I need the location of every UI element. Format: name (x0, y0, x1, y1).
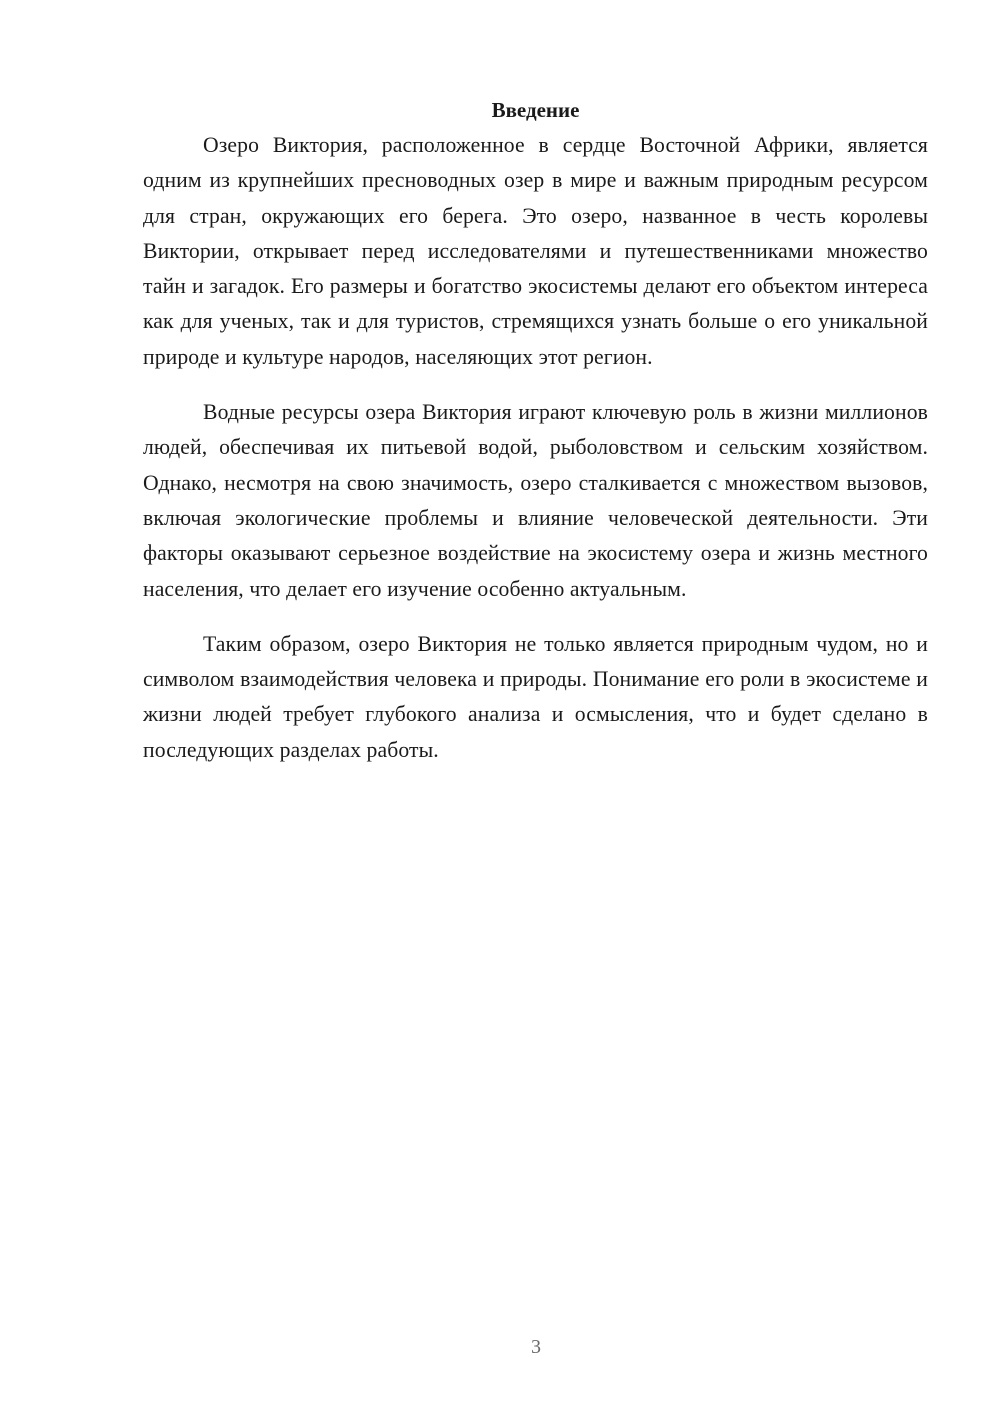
paragraph-3: Таким образом, озеро Виктория не только является природным чудом, но и символом взаимодействия человека и природы. Понимание его роли в экосистеме и жизни людей требует глубокого анализа и осмысления, что и будет сделано в последующих разделах работы. (143, 631, 928, 762)
page-number: 3 (531, 1336, 541, 1358)
paragraph-1: Озеро Виктория, расположенное в сердце Восточной Африки, является одним из крупнейших пресноводных озер в мире и важным природным ресурсом для стран, окружающих его берега. Это озеро, названное в честь королевы Виктории, открывает перед исследователями и путешественниками множество тайн и загадок. Его размеры и богатство экосистемы делают его объектом интереса как для ученых, так и для туристов, стремящихся узнать больше о его уникальной природе и культуре народов, населяющих этот регион. (143, 133, 928, 369)
page-content (143, 93, 928, 768)
section-heading: Введение (491, 98, 580, 122)
paragraph-2: Водные ресурсы озера Виктория играют ключевую роль в жизни миллионов людей, обеспечивая их питьевой водой, рыболовством и сельским хозяйством. Однако, несмотря на свою значимость, озеро сталкивается с множеством вызовов, включая экологические проблемы и влияние человеческой деятельности. Эти факторы оказывают серьезное воздействие на экосистему озера и жизнь местного населения, что делает его изучение особенно актуальным. (143, 400, 928, 601)
